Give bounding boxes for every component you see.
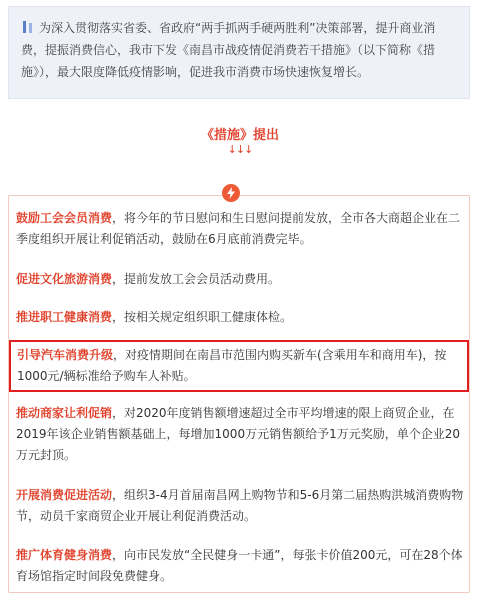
measure-title: 引导汽车消费升级 — [17, 348, 114, 362]
measure-item — [16, 269, 464, 290]
measure-item — [16, 545, 464, 587]
intro-box — [8, 6, 470, 99]
measure-text: ，对疫情期间在南昌市范围内购买新车(含乘用车和商用车)，按1000元/辆标准给予购车人补贴。 — [17, 348, 447, 383]
measure-item — [16, 485, 464, 527]
measure-text: ，将今年的节日慰问和生日慰问提前发放，全市各大商超企业在二季度组织开展让利促销活动，鼓励在6月底前消费完毕。 — [16, 211, 461, 246]
measure-item-highlighted — [9, 340, 469, 392]
measure-text: ，向市民发放“全民健身一卡通”，每张卡价值200元，可在28个体育场馆指定时间段免费健身。 — [16, 548, 463, 583]
measure-title: 推进职工健康消费 — [16, 310, 113, 324]
section-title: 《措施》提出 — [200, 128, 279, 143]
measure-item — [16, 208, 464, 250]
measure-item — [16, 403, 464, 466]
measure-text: ，按相关规定组织职工健康体检。 — [112, 310, 293, 324]
measure-title: 推动商家让利促销 — [16, 406, 113, 420]
down-arrows-icon: ↓↓↓ — [227, 143, 253, 156]
measure-title: 开展消费促进活动 — [16, 488, 113, 502]
measure-text: ，对2020年度销售额增速超过全市平均增速的限上商贸企业，在2019年该企业销售额基础上，每增加1000万元销售额给予1万元奖励，单个企业20万元封顶。 — [16, 406, 460, 462]
measure-item — [16, 307, 464, 328]
measure-title: 促进文化旅游消费 — [16, 272, 113, 286]
lightning-badge-icon — [222, 184, 240, 202]
measure-title: 推广体育健身消费 — [16, 548, 113, 562]
intro-text: 为深入贯彻落实省委、省政府“两手抓两手硬两胜利”决策部署，提升商业消费，提振消费信心，我市下发《南昌市战疫情促消费若干措施》（以下简称《措施》），最大限度降低疫情影响，促进我市消费市场快速恢复增长。 — [21, 21, 436, 79]
measures-card — [8, 195, 470, 593]
measure-text: ，组织3-4月首届南昌网上购物节和5-6月第二届热购洪城消费购物节，动员千家商贸企业开展让利促消费活动。 — [16, 488, 464, 523]
measure-text: ，提前发放工会会员活动费用。 — [112, 272, 281, 286]
quote-bar-icon — [21, 21, 35, 33]
measure-title: 鼓励工会会员消费 — [16, 211, 113, 225]
